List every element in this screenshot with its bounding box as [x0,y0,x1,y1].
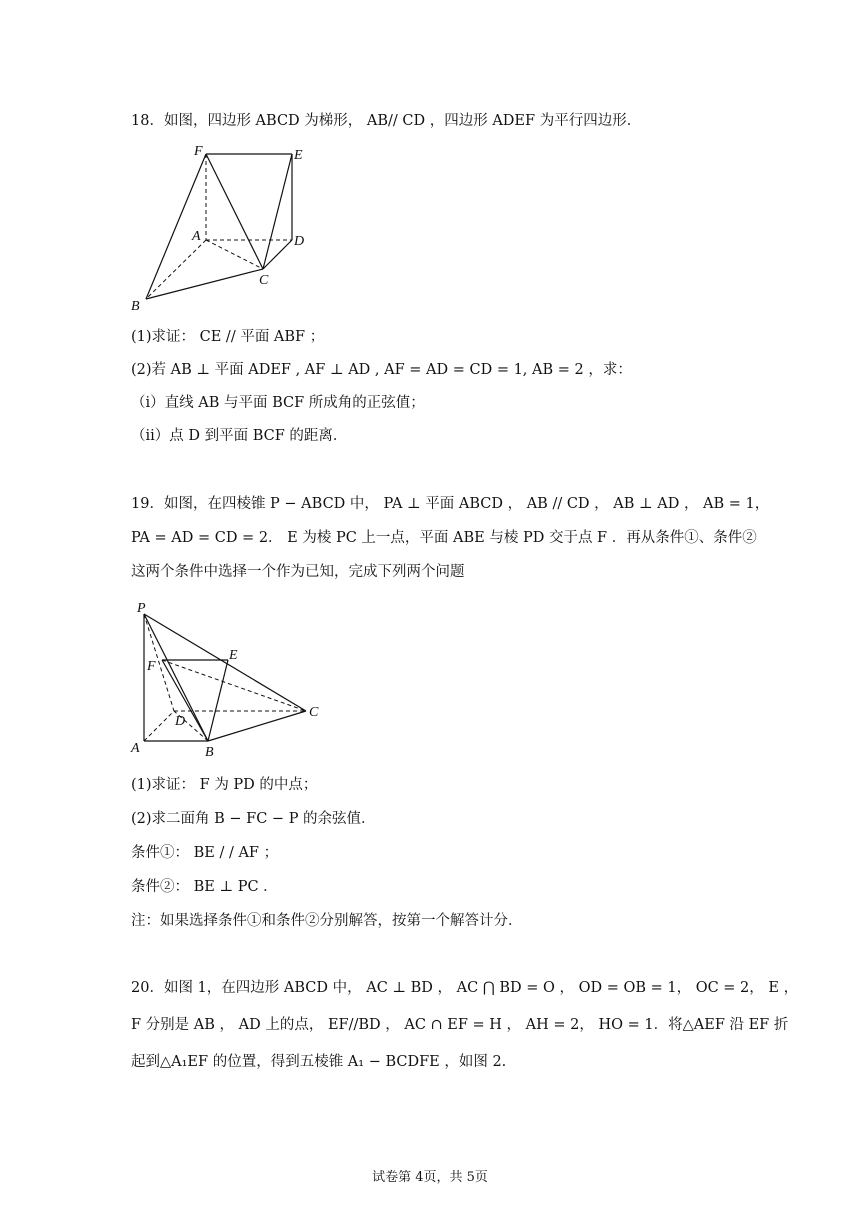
p19-cond2: 条件②： BE ⊥ PC ． [131,879,278,895]
p18-figure [128,142,318,314]
p18-stem: 18．如图，四边形 ABCD 为梯形， AB// CD ，四边形 ADEF 为平行四边形． [131,113,642,129]
p19-note: 注：如果选择条件①和条件②分别解答，按第一个解答计分． [131,913,523,929]
p19-label-B: B [205,745,214,758]
p19-stem-line1: 19．如图，在四棱锥 P − ABCD 中， PA ⊥ 平面 ABCD ， AB // CD ， AB ⊥ AD ， AB = 1， [131,496,770,512]
p19-label-P: P [137,601,146,616]
p18-label-D: D [294,234,305,249]
p19-label-F: F [147,659,156,674]
p18-label-C: C [259,273,269,288]
p18-part2: (2)若 AB ⊥ 平面 ADEF , AF ⊥ AD , AF = AD = CD = 1, AB = 2 ，求： [131,362,632,378]
p19-part1: (1)求证： F 为 PD 的中点； [131,777,318,793]
p18-label-E: E [294,148,303,163]
p19-figure [128,596,328,758]
p18-label-B: B [131,299,140,314]
p20-line3: 起到△A₁EF 的位置，得到五棱锥 A₁ − BCDFE ，如图 2. [131,1054,507,1070]
p19-stem-line2: PA = AD = CD = 2． E 为棱 PC 上一点，平面 ABE 与棱 PD 交于点 F ．再从条件①、条件② [131,530,757,546]
p19-label-A: A [131,741,140,756]
p18-label-A: A [192,229,201,244]
p20-line1: 20．如图 1，在四边形 ABCD 中， AC ⊥ BD ， AC ⋂ BD = O ， OD = OB = 1， OC = 2， E ， [131,980,799,996]
p19-label-D: D [175,714,186,729]
p20-line2: F 分别是 AB ， AD 上的点， EF//BD ， AC ∩ EF = H ， AH = 2， HO = 1．将△AEF 沿 EF 折 [131,1017,789,1033]
p19-label-C: C [309,705,319,720]
page-footer: 试卷第 4页，共 5页 [372,1170,488,1185]
p18-label-F: F [194,144,203,159]
p19-part2: (2)求二面角 B − FC − P 的余弦值． [131,811,376,827]
p18-part2-i: （ⅰ）直线 AB 与平面 BCF 所成角的正弦值； [131,395,425,411]
p19-stem-line3: 这两个条件中选择一个作为已知，完成下列两个问题 [131,564,465,580]
p18-part2-ii: （ⅱ）点 D 到平面 BCF 的距离． [131,428,348,444]
p19-label-E: E [229,648,238,663]
p18-part1: (1)求证： CE // 平面 ABF ； [131,329,325,345]
p19-cond1: 条件①： BE / / AF ； [131,845,279,861]
